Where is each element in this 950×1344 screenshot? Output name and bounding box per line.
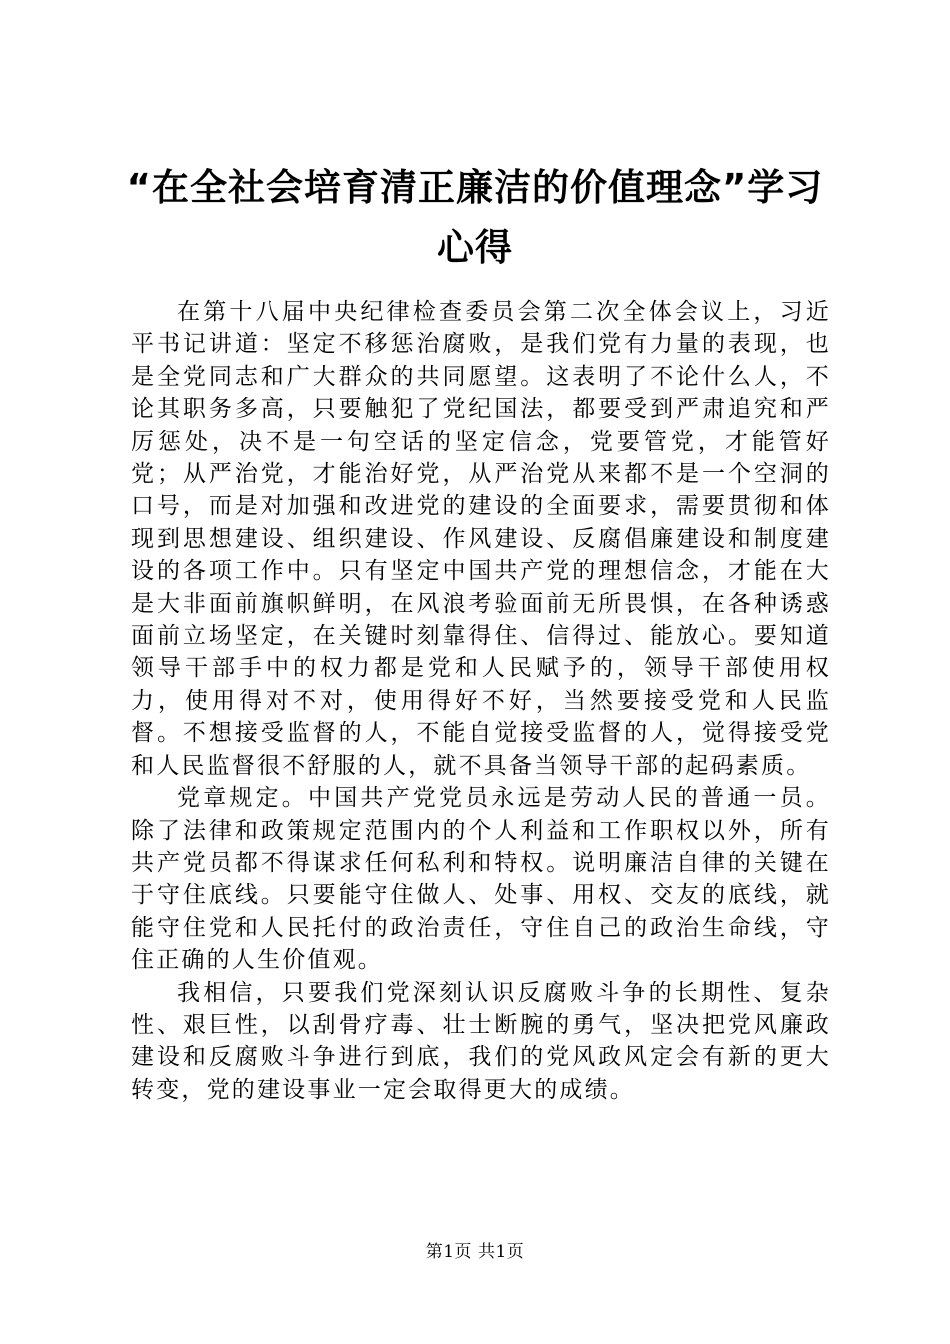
page-footer: 第1页 共1页 [425, 1242, 525, 1262]
paragraph-1: 在第十八届中央纪律检查委员会第二次全体会议上，习近平书记讲道：坚定不移惩治腐败，是我们党有力量的表现，也是全党同志和广大群众的共同愿望。这表明了不论什么人，不论其职务多高，只要触犯了党纪国法，都要受到严肃追究和严厉惩处，决不是一句空话的坚定信念，党要管党，才能管好党；从严治党，才能治好党，从严治党从来都不是一个空洞的口号，而是对加强和改进党的建设的全面要求，需要贯彻和体现到思想建设、组织建设、作风建设、反腐倡廉建设和制度建设的各项工作中。只有坚定中国共产党的理想信念，才能在大是大非面前旗帜鲜明，在风浪考验面前无所畏惧，在各种诱惑面前立场坚定，在关键时刻靠得住、信得过、能放心。要知道领导干部手中的权力都是党和人民赋予的，领导干部使用权力，使用得对不对，使用得好不好，当然要接受党和人民监督。不想接受监督的人，不能自觉接受监督的人，觉得接受党和人民监督很不舒服的人，就不具备当领导干部的起码素质。 [131, 299, 831, 779]
document-title: “在全社会培育清正廉洁的价值理念”学习心得 [126, 166, 824, 269]
paragraph-2: 党章规定。中国共产党党员永远是劳动人民的普通一员。除了法律和政策规定范围内的个人利益和工作职权以外，所有共产党员都不得谋求任何私利和特权。说明廉洁自律的关键在于守住底线。只要能守住做人、处事、用权、交友的底线，就能守住党和人民托付的政治责任，守住自己的政治生命线，守住正确的人生价值观。 [131, 785, 831, 974]
document-body [131, 296, 831, 1106]
paragraph-3: 我相信，只要我们党深刻认识反腐败斗争的长期性、复杂性、艰巨性，以刮骨疗毒、壮士断腕的勇气，坚决把党风廉政建设和反腐败斗争进行到底，我们的党风政风定会有新的更大转变，党的建设事业一定会取得更大的成绩。 [131, 979, 831, 1103]
